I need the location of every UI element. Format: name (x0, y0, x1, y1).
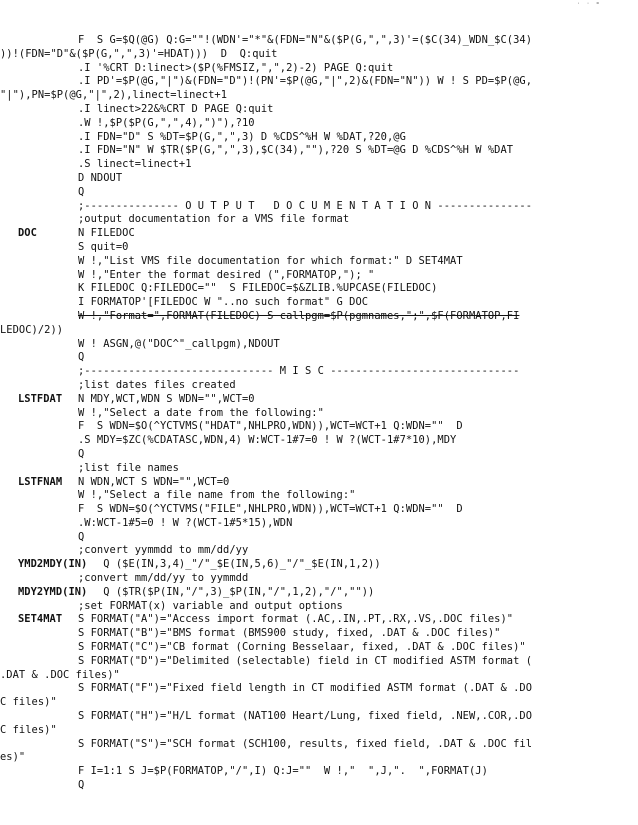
code-text: .I FDN="N" W $TR($P(G,",",3),$C(34),""),?20 S %DT=@G D %CDS^%H W %DAT (78, 144, 514, 157)
routine-label: YMD2MDY(IN) (18, 558, 88, 571)
code-line (0, 407, 638, 421)
code-text: S FORMAT("H")="H/L format (NAT100 Heart/Lung, fixed field, .NEW,.COR,.DO (78, 710, 533, 723)
code-text: ;output documentation for a VMS file format (78, 213, 350, 226)
code-text: F I=1:1 S J=$P(FORMATOP,"/",I) Q:J="" W !," ",J,". ",FORMAT(J) (78, 765, 488, 778)
code-text: Q (78, 351, 85, 364)
code-line (0, 186, 638, 200)
code-line (0, 420, 638, 434)
code-text: W !,"Select a date from the following:" (78, 406, 324, 419)
code-line (0, 724, 638, 738)
code-line (0, 324, 638, 338)
code-text: .I FDN="D" S %DT=$P(G,",",3) D %CDS^%H W %DAT,?20,@G (78, 130, 406, 143)
code-line (0, 558, 638, 572)
code-text: I FORMATOP'[FILEDOC W "..no such format" G DOC (78, 296, 369, 309)
code-line (0, 503, 638, 517)
code-text: ;convert mm/dd/yy to yymmdd (78, 572, 249, 585)
code-continuation: C files)" (0, 696, 57, 709)
code-line (0, 200, 638, 214)
code-continuation: LEDOC)/2)) (0, 323, 64, 336)
code-line (0, 613, 638, 627)
code-line (0, 158, 638, 172)
code-continuation: C files)" (0, 723, 57, 736)
code-text: W !,"Enter the format desired (",FORMATOP,"); " (78, 268, 375, 281)
code-line (0, 117, 638, 131)
code-line (0, 572, 638, 586)
code-line (0, 62, 638, 76)
code-text: Q (78, 447, 85, 460)
routine-label: LSTFDAT (18, 392, 63, 405)
code-text: F S WDN=$O(^YCTVMS("HDAT",NHLPRO,WDN)),WCT=WCT+1 Q:WDN="" D (78, 420, 463, 433)
code-line (0, 779, 638, 793)
code-text: W !,"Select a file name from the following:" (78, 489, 356, 502)
code-continuation: ))!(FDN="D"&($P(G,",",3)'=HDAT))) D Q:quit (0, 47, 278, 60)
code-line (0, 241, 638, 255)
code-line (0, 434, 638, 448)
code-text: ;------------------------------ M I S C ------------------------------ (78, 365, 520, 378)
code-text: W ! ASGN,@("DOC^"_callpgm),NDOUT (78, 337, 280, 350)
code-text: S FORMAT("F")="Fixed field length in CT modified ASTM format (.DAT & .DO (78, 682, 533, 695)
code-line (0, 462, 638, 476)
routine-label: DOC (18, 227, 37, 240)
code-line (0, 379, 638, 393)
code-text: N WDN,WCT S WDN="",WCT=0 (78, 475, 230, 488)
code-line (0, 489, 638, 503)
code-text: W !,"List VMS file documentation for which format:" D SET4MAT (78, 254, 463, 267)
code-line (0, 682, 638, 696)
code-line (0, 476, 638, 490)
code-line (0, 282, 638, 296)
code-text: K FILEDOC Q:FILEDOC="" S FILEDOC=$&ZLIB.%UPCASE(FILEDOC) (78, 282, 438, 295)
code-listing (0, 34, 638, 793)
code-line (0, 34, 638, 48)
code-text: .W !,$P($P(G,",",4),")"),?10 (78, 116, 255, 129)
code-line (0, 738, 638, 752)
code-text: S quit=0 (78, 240, 129, 253)
code-line (0, 586, 638, 600)
code-line (0, 48, 638, 62)
code-line (0, 655, 638, 669)
code-line (0, 213, 638, 227)
code-text: F S G=$Q(@G) Q:G=""!(WDN'="*"&(FDN="N"&($P(G,",",3)'=($C(34)_WDN_$C(34) (78, 34, 533, 46)
code-line (0, 89, 638, 103)
code-line (0, 269, 638, 283)
code-text: .S linect=linect+1 (78, 158, 192, 171)
code-line (0, 765, 638, 779)
code-line (0, 751, 638, 765)
code-text: S FORMAT("S")="SCH format (SCH100, results, fixed field, .DAT & .DOC fil (78, 737, 533, 750)
code-line (0, 172, 638, 186)
code-line (0, 710, 638, 724)
code-text: .W:WCT-1#5=0 ! W ?(WCT-1#5*15),WDN (78, 516, 293, 529)
code-text: ;list file names (78, 461, 179, 474)
code-text: Q (78, 779, 85, 792)
code-text: ;--------------- O U T P U T D O C U M E N T A T I O N --------------- (78, 199, 533, 212)
code-text: N MDY,WCT,WDN S WDN="",WCT=0 (78, 392, 255, 405)
code-line (0, 144, 638, 158)
code-text: ;set FORMAT(x) variable and output options (78, 599, 343, 612)
code-text: Q (78, 530, 85, 543)
code-line (0, 531, 638, 545)
code-text: Q ($E(IN,3,4)_"/"_$E(IN,5,6)_"/"_$E(IN,1,2)) (78, 558, 381, 571)
code-text: .I PD'=$P(@G,"|")&(FDN="D")!(PN'=$P(@G,"|",2)&(FDN="N")) W ! S PD=$P(@G, (78, 75, 533, 88)
code-line (0, 131, 638, 145)
code-line (0, 296, 638, 310)
code-text: N FILEDOC (78, 227, 135, 240)
code-text: ;list dates files created (78, 378, 236, 391)
code-line (0, 310, 638, 324)
code-text: S FORMAT("C")="CB format (Corning Besselaar, fixed, .DAT & .DOC files)" (78, 641, 526, 654)
code-line (0, 365, 638, 379)
code-line (0, 544, 638, 558)
code-line (0, 75, 638, 89)
code-text: .S MDY=$ZC(%CDATASC,WDN,4) W:WCT-1#7=0 ! W ?(WCT-1#7*10),MDY (78, 434, 457, 447)
code-text: Q ($TR($P(IN,"/",3)_$P(IN,"/",1,2),"/","")) (78, 585, 375, 598)
code-text: S FORMAT("B")="BMS format (BMS900 study, fixed, .DAT & .DOC files)" (78, 627, 501, 640)
code-continuation: .DAT & .DOC files)" (0, 668, 120, 681)
code-line (0, 393, 638, 407)
routine-label: MDY2YMD(IN) (18, 585, 88, 598)
code-line (0, 338, 638, 352)
corner-marks: ˙ ˙ ˚ (576, 2, 601, 11)
code-line (0, 641, 638, 655)
code-text: W !,"Format=",FORMAT(FILEDOC) S callpgm=$P(pgmnames,";",$F(FORMATOP,FI (78, 309, 520, 322)
code-text: S FORMAT("A")="Access import format (.AC,.IN,.PT,.RX,.VS,.DOC files)" (78, 613, 514, 626)
code-line (0, 255, 638, 269)
routine-label: LSTFNAM (18, 475, 63, 488)
code-line (0, 448, 638, 462)
code-line (0, 351, 638, 365)
code-text: .I linect>22&%CRT D PAGE Q:quit (78, 102, 274, 115)
routine-label: SET4MAT (18, 613, 63, 626)
code-line (0, 669, 638, 683)
code-text: .I '%CRT D:linect>($P(%FMSIZ,",",2)-2) PAGE Q:quit (78, 61, 394, 74)
code-line (0, 227, 638, 241)
code-line (0, 600, 638, 614)
code-text: F S WDN=$O(^YCTVMS("FILE",NHLPRO,WDN)),WCT=WCT+1 Q:WDN="" D (78, 503, 463, 516)
code-continuation: "|"),PN=$P(@G,"|",2),linect=linect+1 (0, 89, 228, 102)
code-text: ;convert yymmdd to mm/dd/yy (78, 544, 249, 557)
code-line (0, 627, 638, 641)
code-line (0, 517, 638, 531)
code-line (0, 103, 638, 117)
code-text: D NDOUT (78, 171, 123, 184)
code-text: Q (78, 185, 85, 198)
code-continuation: es)" (0, 751, 26, 764)
code-line (0, 696, 638, 710)
code-text: S FORMAT("D")="Delimited (selectable) field in CT modified ASTM format ( (78, 654, 533, 667)
